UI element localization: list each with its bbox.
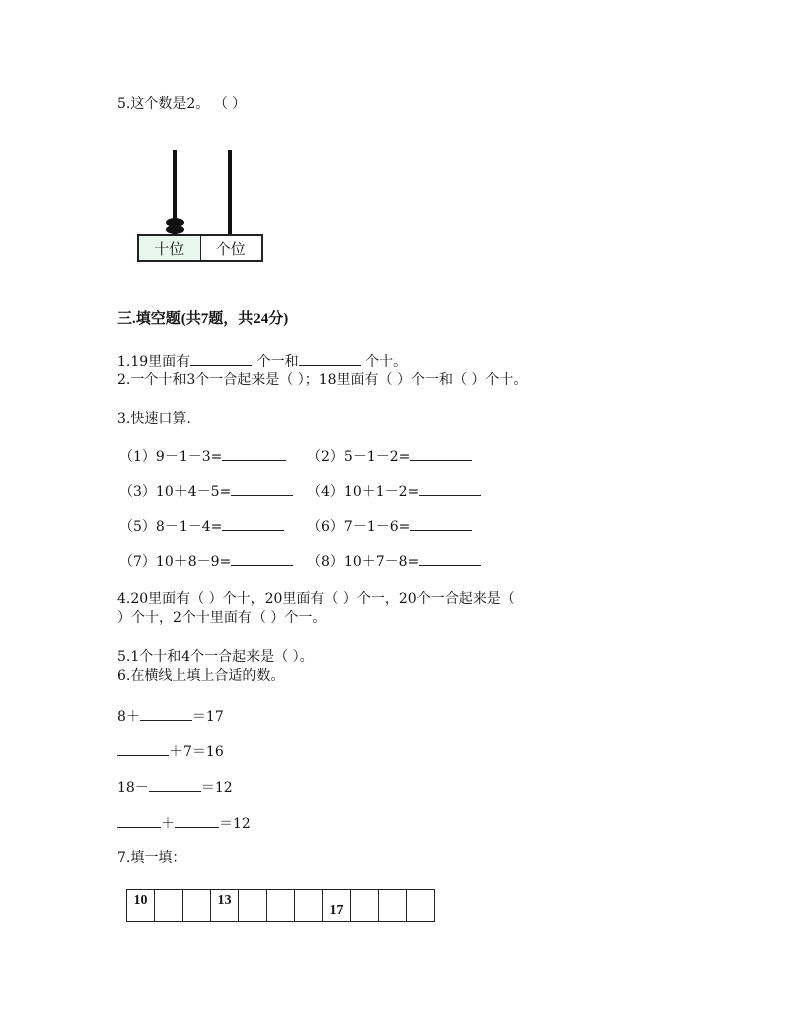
blank[interactable] <box>231 482 293 496</box>
table-cell: 17 <box>323 890 351 922</box>
calc-item: （5）8－1－4= <box>119 517 284 536</box>
table-cell[interactable] <box>351 890 379 922</box>
table-cell[interactable] <box>183 890 211 922</box>
judge-question-5: 5.这个数是2。 （ ） <box>117 96 247 112</box>
blank[interactable] <box>140 707 192 721</box>
blank[interactable] <box>410 517 472 531</box>
ones-rod <box>228 150 232 234</box>
calc-item: （1）9－1－3= <box>119 447 286 466</box>
blank[interactable] <box>149 778 201 792</box>
blank[interactable] <box>222 517 284 531</box>
calc-item: （7）10＋8－9= <box>119 552 293 571</box>
blank[interactable] <box>410 447 472 461</box>
question-4-line2: ）个十，2个十里面有（ ）个一。 <box>117 610 327 626</box>
calc-item: （6）7－1－6= <box>307 517 472 536</box>
abacus <box>137 150 261 260</box>
equation-2: ＋7＝16 <box>117 742 224 761</box>
table-cell[interactable] <box>239 890 267 922</box>
blank[interactable] <box>231 552 293 566</box>
question-5: 5.1个十和4个一合起来是（ ）。 <box>117 649 314 665</box>
blank[interactable] <box>299 352 361 366</box>
tens-label: 十位 <box>139 236 201 260</box>
place-value-box <box>137 234 263 262</box>
blank[interactable] <box>175 814 219 828</box>
question-6-title: 6.在横线上填上合适的数。 <box>117 668 285 684</box>
question-7-title: 7.填一填： <box>117 850 187 866</box>
table-cell[interactable] <box>379 890 407 922</box>
blank[interactable] <box>117 814 161 828</box>
table-cell: 13 <box>211 890 239 922</box>
ones-label: 个位 <box>215 239 246 258</box>
blank[interactable] <box>222 447 286 461</box>
question-1: 1.19里面有 个一和 个十。 <box>117 354 408 370</box>
blank[interactable] <box>419 482 481 496</box>
calc-item: （3）10＋4－5= <box>119 482 293 501</box>
number-fill-table <box>126 889 435 922</box>
question-3-title: 3.快速口算. <box>117 411 191 427</box>
blank[interactable] <box>117 742 169 756</box>
table-cell[interactable] <box>295 890 323 922</box>
table-cell[interactable] <box>407 890 435 922</box>
blank[interactable] <box>419 552 481 566</box>
section-title: 三.填空题(共7题，共24分) <box>117 311 289 327</box>
equation-1: 8＋ ＝17 <box>117 709 224 725</box>
blank[interactable] <box>190 352 252 366</box>
question-4-line1: 4.20里面有（ ）个十，20里面有（ ）个一，20个一合起来是（ <box>117 591 515 607</box>
calc-item: （2）5－1－2= <box>307 447 472 466</box>
table-cell[interactable] <box>155 890 183 922</box>
table-cell[interactable] <box>267 890 295 922</box>
table-cell: 10 <box>127 890 155 922</box>
equation-4: ＋ ＝12 <box>117 814 251 833</box>
bead <box>166 225 184 234</box>
calc-item: （8）10＋7－8= <box>307 552 481 571</box>
calc-item: （4）10＋1－2= <box>307 482 481 501</box>
question-2: 2.一个十和3个一合起来是（ ）；18里面有（ ）个一和（ ）个十。 <box>117 372 528 388</box>
equation-3: 18－ ＝12 <box>117 780 233 796</box>
